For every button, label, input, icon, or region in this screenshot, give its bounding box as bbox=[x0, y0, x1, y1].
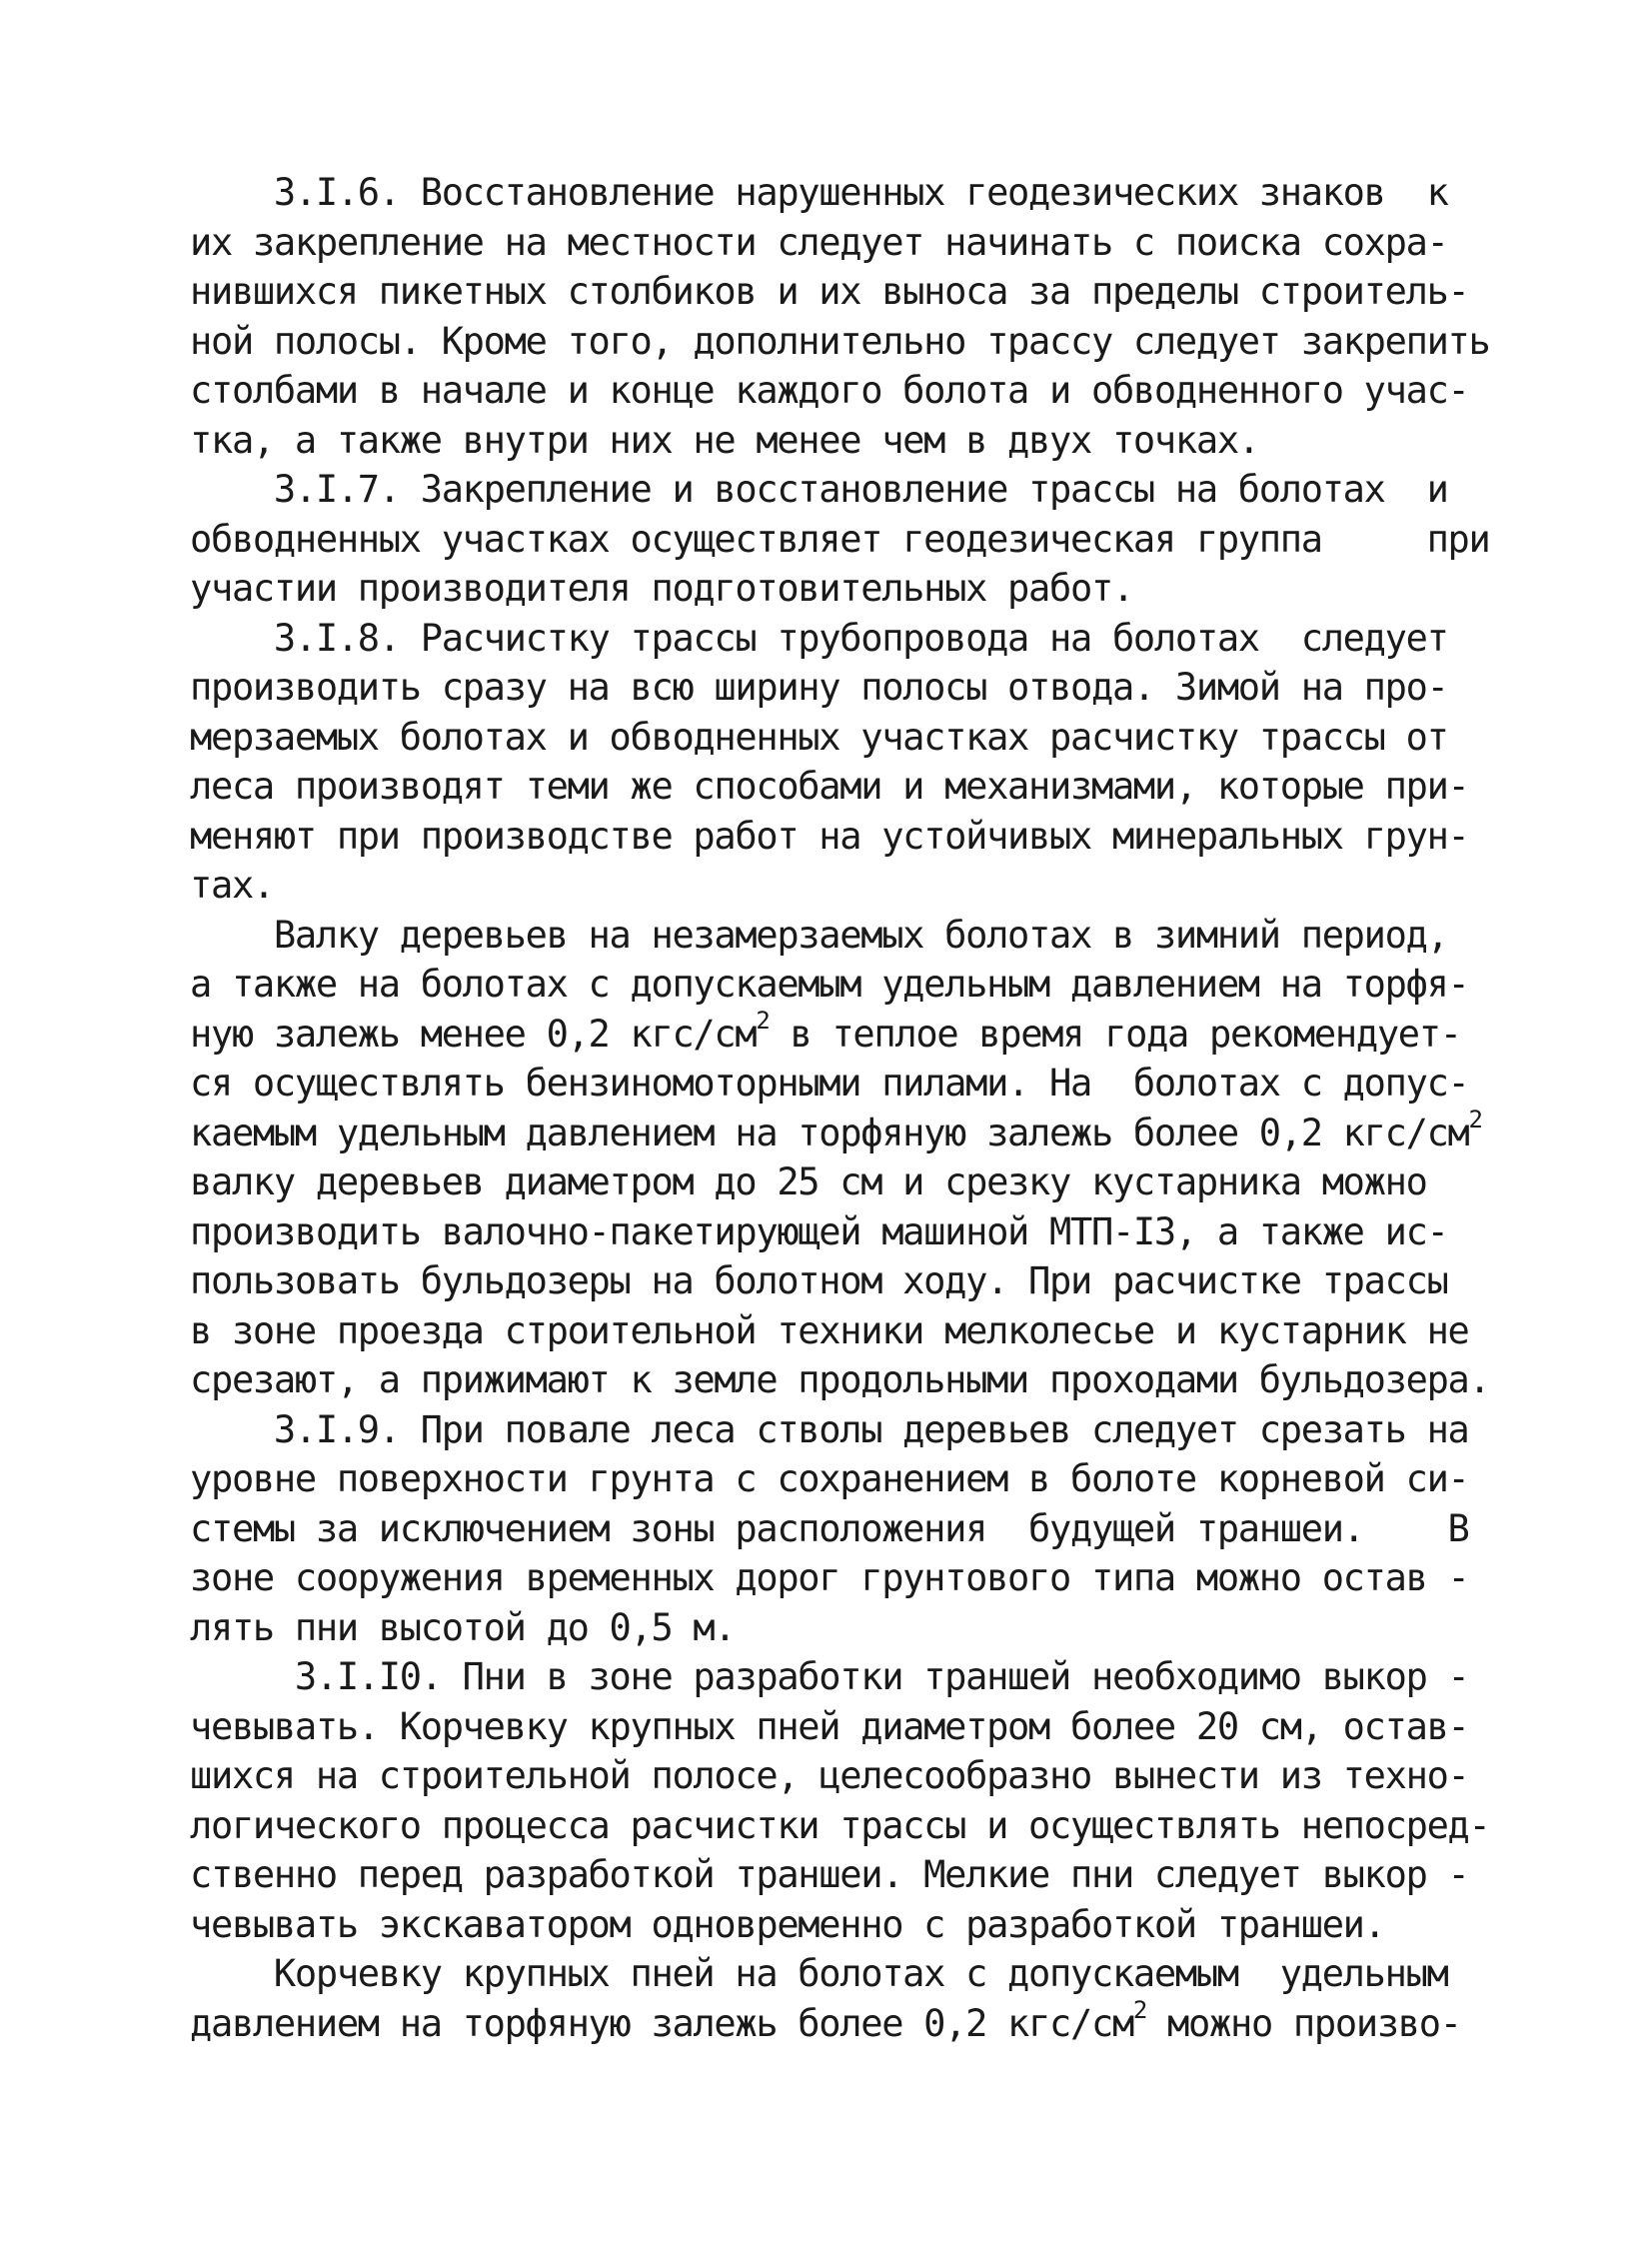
text-line: в зоне проезда строительной техники мелколесье и кустарник не bbox=[190, 1308, 1469, 1352]
text-line bbox=[190, 1996, 1489, 2049]
text-line: пользовать бульдозеры на болотном ходу. При расчистке трассы bbox=[190, 1259, 1448, 1302]
text-line-part: давлением на торфяную залежь более 0,2 кгс/см bbox=[190, 2001, 1133, 2045]
text-line: чевывать. Корчевку крупных пней диаметром более 20 см, остав- bbox=[190, 1704, 1469, 1748]
text-line: а также на болотах с допускаемым удельным давлением на торфя- bbox=[190, 963, 1469, 1006]
text-line: леса производят теми же способами и механизмами, которые при- bbox=[190, 765, 1469, 808]
text-line: мерзаемых болотах и обводненных участках расчистку трассы от bbox=[190, 715, 1448, 759]
text-line-part: ную залежь менее 0,2 кгс/см bbox=[190, 1012, 757, 1056]
text-line: 3.I.9. При повале леса стволы деревьев следует срезать на bbox=[190, 1407, 1469, 1451]
text-line: меняют при производстве работ на устойчивых минеральных грун- bbox=[190, 814, 1469, 858]
text-line: валку деревьев диаметром до 25 см и срезку кустарника можно bbox=[190, 1160, 1427, 1203]
text-line: 3.I.7. Закрепление и восстановление трассы на болотах и bbox=[190, 468, 1448, 511]
text-line: Валку деревьев на незамерзаемых болотах в зимний период, bbox=[190, 913, 1448, 957]
text-line: 3.I.8. Расчистку трассы трубопровода на болотах следует bbox=[190, 616, 1448, 660]
text-line: нившихся пикетных столбиков и их выноса за пределы строитель- bbox=[190, 270, 1469, 313]
text-line: их закрепление на местности следует начинать с поиска сохра- bbox=[190, 220, 1448, 264]
text-line: тка, а также внутри них не менее чем в двух точках. bbox=[190, 418, 1259, 462]
text-line: ной полосы. Кроме того, дополнительно трассу следует закрепить bbox=[190, 319, 1490, 363]
text-line: участии производителя подготовительных работ. bbox=[190, 567, 1133, 610]
text-line: производить сразу на всю ширину полосы отвода. Зимой на про- bbox=[190, 666, 1448, 709]
body-text bbox=[190, 168, 1489, 2048]
text-line-part: в теплое время года рекомендует- bbox=[769, 1012, 1461, 1056]
text-line: логического процесса расчистки трассы и осуществлять непосред- bbox=[190, 1803, 1490, 1847]
text-line: уровне поверхности грунта с сохранением в болоте корневой си- bbox=[190, 1457, 1469, 1500]
text-line: производить валочно-пакетирующей машиной МТП-I3, а также ис- bbox=[190, 1209, 1448, 1253]
text-line: 3.I.6. Восстановление нарушенных геодезических знаков к bbox=[190, 171, 1448, 214]
text-line: стемы за исключением зоны расположения будущей траншеи. В bbox=[190, 1506, 1469, 1550]
text-line bbox=[190, 1007, 1489, 1060]
superscript: 2 bbox=[756, 1007, 770, 1036]
text-line: 3.I.I0. Пни в зоне разработки траншей необходимо выкор - bbox=[190, 1655, 1469, 1698]
text-line: Корчевку крупных пней на болотах с допускаемым удельным bbox=[190, 1952, 1448, 1995]
text-line: зоне сооружения временных дорог грунтового типа можно остав - bbox=[190, 1556, 1469, 1599]
text-line: столбами в начале и конце каждого болота и обводненного учас- bbox=[190, 369, 1469, 412]
text-line: шихся на строительной полосе, целесообразно вынести из техно- bbox=[190, 1754, 1469, 1797]
text-line: обводненных участках осуществляет геодезическая группа при bbox=[190, 517, 1490, 561]
text-line bbox=[190, 1106, 1489, 1158]
text-line: ся осуществлять бензиномоторными пилами. На болотах с допус- bbox=[190, 1062, 1469, 1105]
text-line: срезают, а прижимают к земле продольными проходами бульдозера. bbox=[190, 1358, 1490, 1401]
text-line: ственно перед разработкой траншеи. Мелкие пни следует выкор - bbox=[190, 1853, 1469, 1896]
superscript: 2 bbox=[1468, 1106, 1482, 1134]
text-line-part: можно произво- bbox=[1146, 2001, 1461, 2045]
text-line: тах. bbox=[190, 864, 274, 907]
text-line: лять пни высотой до 0,5 м. bbox=[190, 1605, 736, 1649]
text-line-part: каемым удельным давлением на торфяную залежь более 0,2 кгс/см bbox=[190, 1111, 1469, 1154]
superscript: 2 bbox=[1132, 1996, 1147, 2025]
text-line: чевывать экскаватором одновременно с разработкой траншеи. bbox=[190, 1902, 1385, 1946]
